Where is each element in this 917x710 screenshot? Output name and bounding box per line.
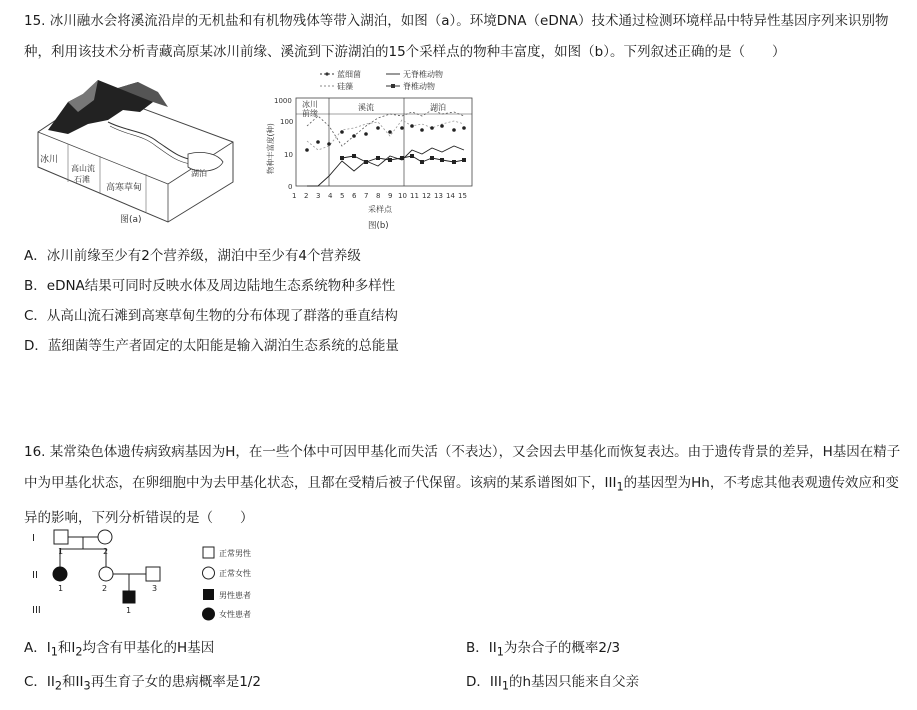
i2-normal-female (98, 530, 112, 544)
label-meadow: 高寒草甸 (106, 183, 143, 193)
q16-stem-post: 的基因型为Hh，不考虑其他表观遗传效应和变异的影响，下列分析错误的是（ ） (24, 475, 899, 526)
ii1-num: 1 (58, 584, 64, 593)
xtick-11: 11 (410, 192, 419, 200)
legend-normal-male: 正常男性 (219, 549, 251, 558)
xtick-3: 3 (316, 192, 321, 200)
xtick-15: 15 (458, 192, 467, 200)
q16-option-a[interactable]: A．$I_1$和$I_2$均含有甲基化的H基因 (24, 640, 215, 659)
q16-option-d[interactable]: D．$III_1$的h基因只能来自父亲 (466, 674, 640, 693)
xtick-13: 13 (434, 192, 443, 200)
label-glacier: 冰川 (40, 155, 59, 165)
legend-diatoms: 硅藻 (337, 82, 353, 91)
pedigree-legend (202, 547, 251, 621)
gen-i: I (32, 533, 35, 544)
zone-glacier-2: 前缘 (302, 109, 318, 118)
iii1-affected-male (123, 591, 135, 603)
xtick-10: 10 (398, 192, 407, 200)
figure-b (262, 66, 482, 236)
xtick-14: 14 (446, 192, 455, 200)
ii2-normal-female (99, 567, 113, 581)
i1-normal-male (54, 530, 68, 544)
label-lake: 湖泊 (191, 169, 207, 178)
figure-a-caption: 图(a) (120, 215, 142, 225)
q15-option-d[interactable]: D．蓝细菌等生产者固定的太阳能是输入湖泊生态系统的总能量 (24, 338, 399, 354)
pedigree-chart (28, 525, 268, 625)
legend-vertebrates: 脊椎动物 (403, 82, 435, 91)
q16-option-c[interactable]: C．$II_2$和$II_3$再生育子女的患病概率是1/2 (24, 674, 261, 693)
zone-glacier-1: 冰川 (302, 100, 318, 109)
xtick-2: 2 (304, 192, 309, 200)
q16-option-b[interactable]: B．$II_1$为杂合子的概率2/3 (466, 640, 621, 659)
ii3-normal-male (146, 567, 160, 581)
xtick-6: 6 (352, 192, 357, 200)
label-scree-2: 石滩 (74, 175, 90, 184)
legend-affected-female: 女性患者 (219, 610, 251, 619)
xtick-12: 12 (422, 192, 431, 200)
legend-affected-male: 男性患者 (219, 591, 251, 600)
xtick-1: 1 (292, 192, 297, 200)
xtick-9: 9 (388, 192, 393, 200)
iii1-num: 1 (126, 606, 132, 615)
zone-stream: 溪流 (358, 103, 374, 112)
ytick-1000: 1000 (274, 97, 292, 105)
ytick-100: 100 (280, 118, 294, 126)
q15-stem: 15. 冰川融水会将溪流沿岸的无机盐和有机物残体等带入湖泊，如图（a）。环境DNA（eDNA）技术通过检测环境样品中特异性基因序列来识别物种，利用该技术分析青藏高原某冰川前缘、溪流到下游湖泊的15个采样点的物种丰富度，如图（b）。下列叙述正确的是（ ） (24, 13, 889, 60)
ii2-num: 2 (102, 584, 108, 593)
legend (320, 69, 443, 91)
zone-lake: 湖泊 (430, 103, 446, 112)
legend-invertebrates: 无脊椎动物 (403, 70, 443, 79)
q16-stem (24, 437, 904, 534)
xtick-4: 4 (328, 192, 333, 200)
i2-num: 2 (103, 547, 109, 556)
x-axis-label: 采样点 (368, 205, 392, 214)
i1-num: 1 (58, 547, 64, 556)
figure-a (28, 72, 248, 232)
xtick-5: 5 (340, 192, 345, 200)
ii3-num: 3 (152, 584, 158, 593)
gen-iii: III (32, 605, 41, 616)
xtick-8: 8 (376, 192, 381, 200)
label-scree-1: 高山流 (71, 164, 95, 173)
q15-option-b[interactable]: B．eDNA结果可同时反映水体及周边陆地生态系统物种多样性 (24, 278, 396, 294)
q16-stem-sub: 1 (616, 480, 624, 494)
ii1-affected-female (53, 567, 67, 581)
q15-option-a[interactable]: A．冰川前缘至少有2个营养级，湖泊中至少有4个营养级 (24, 248, 361, 264)
q16-stem-pre: 16. 某常染色体遗传病致病基因为H，在一些个体中可因甲基化而失活（不表达），又会因去甲基化而恢复表达。由于遗传背景的差异，H基因在精子中为甲基化状态，在卵细胞中为去甲基化状态，且都在受精后被子代保留。该病的某系谱图如下，III (24, 444, 901, 491)
figure-b-caption: 图(b) (368, 221, 389, 231)
legend-cyanobacteria: 蓝细菌 (337, 70, 361, 79)
y-axis-label: 物种丰富度(种) (266, 123, 275, 174)
xtick-7: 7 (364, 192, 369, 200)
ytick-10: 10 (284, 151, 293, 159)
gen-ii: II (32, 570, 38, 581)
legend-normal-female: 正常女性 (219, 569, 251, 578)
ytick-0: 0 (288, 183, 293, 191)
q15-option-c[interactable]: C．从高山流石滩到高寒草甸生物的分布体现了群落的垂直结构 (24, 308, 398, 324)
